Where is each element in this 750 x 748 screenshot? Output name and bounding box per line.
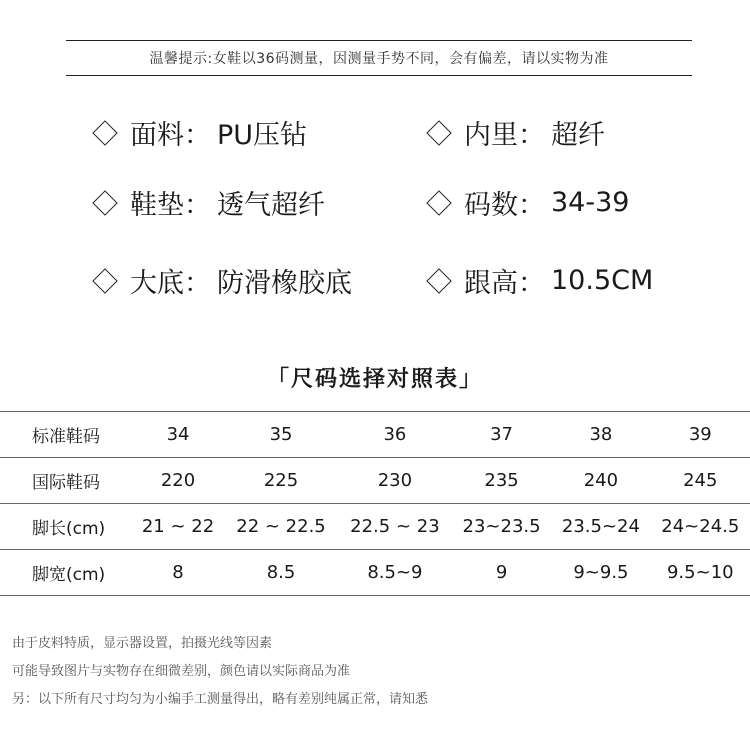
spec-value: PU压钻 — [217, 120, 308, 151]
spec-label: 大底 — [130, 268, 184, 299]
spec-material — [92, 113, 307, 152]
table-row — [0, 412, 750, 458]
footnote-line: 由于皮料特质，显示器设置，拍摄光线等因素 — [12, 636, 273, 651]
table-cell: 220 — [160, 470, 196, 491]
spec-separator: ： — [518, 268, 545, 299]
row-label-standard-size: 标准鞋码 — [32, 427, 100, 447]
diamond-icon — [92, 268, 117, 293]
size-chart-title: 「尺码选择对照表」 — [266, 367, 483, 392]
spec-insole — [92, 183, 325, 222]
table-row — [0, 504, 750, 550]
table-cell: 35 — [269, 424, 293, 445]
spec-value: 34-39 — [551, 187, 630, 218]
spec-label: 跟高 — [464, 268, 518, 299]
table-cell: 225 — [263, 470, 299, 491]
table-cell: 23~23.5 — [462, 516, 541, 537]
table-cell: 22 ~ 22.5 — [236, 516, 326, 537]
table-cell: 22.5 ~ 23 — [350, 516, 440, 537]
spec-value: 超纤 — [551, 120, 605, 151]
table-cell: 37 — [490, 424, 513, 445]
table-cell: 8.5~9 — [367, 562, 423, 583]
diamond-icon — [426, 190, 451, 215]
footnote-line: 另：以下所有尺寸均匀为小编手工测量得出，略有差别纯属正常，请知悉 — [12, 692, 429, 707]
spec-label: 面料 — [130, 120, 184, 151]
table-cell: 8 — [172, 562, 184, 583]
row-label-foot-width: 脚宽(cm) — [32, 565, 106, 585]
table-cell: 240 — [583, 470, 619, 491]
diamond-icon — [426, 120, 451, 145]
diamond-icon — [426, 268, 451, 293]
spec-lining — [426, 113, 605, 152]
diamond-icon — [92, 190, 117, 215]
notice-banner — [66, 40, 692, 76]
table-cell: 9~9.5 — [573, 562, 629, 583]
spec-separator: ： — [184, 120, 211, 151]
spec-size-range — [426, 183, 629, 222]
table-cell: 23.5~24 — [561, 516, 640, 537]
spec-separator: ： — [184, 190, 211, 221]
spec-label: 内里 — [464, 120, 518, 151]
row-label-international-size: 国际鞋码 — [32, 473, 100, 493]
table-cell: 38 — [589, 424, 613, 445]
spec-value: 防滑橡胶底 — [217, 268, 352, 299]
table-cell: 36 — [383, 424, 407, 445]
size-chart-table — [0, 411, 750, 596]
notice-text: 温馨提示:女鞋以36码测量，因测量手势不同，会有偏差，请以实物为准 — [149, 51, 609, 67]
footnotes — [12, 630, 428, 714]
table-cell: 24~24.5 — [661, 516, 740, 537]
table-cell: 9 — [495, 562, 508, 583]
table-cell: 34 — [166, 424, 190, 445]
spec-label: 码数 — [464, 190, 518, 221]
table-cell: 9.5~10 — [666, 562, 734, 583]
table-row — [0, 550, 750, 596]
spec-label: 鞋垫 — [130, 190, 184, 221]
spec-separator: ： — [518, 120, 545, 151]
spec-value: 10.5CM — [551, 265, 654, 296]
table-cell: 230 — [377, 470, 413, 491]
spec-separator: ： — [518, 190, 545, 221]
row-label-foot-length: 脚长(cm) — [32, 519, 106, 539]
spec-separator: ： — [184, 268, 211, 299]
table-cell: 8.5 — [266, 562, 296, 583]
table-row — [0, 458, 750, 504]
spec-outsole — [92, 261, 352, 300]
diamond-icon — [92, 120, 117, 145]
table-cell: 21 ~ 22 — [141, 516, 215, 537]
footnote-line: 可能导致图片与实物存在细微差别，颜色请以实际商品为准 — [12, 664, 351, 679]
table-cell: 235 — [484, 470, 519, 491]
table-cell: 245 — [683, 470, 718, 491]
spec-heel-height — [426, 261, 653, 300]
table-cell: 39 — [688, 424, 712, 445]
spec-value: 透气超纤 — [217, 190, 325, 221]
